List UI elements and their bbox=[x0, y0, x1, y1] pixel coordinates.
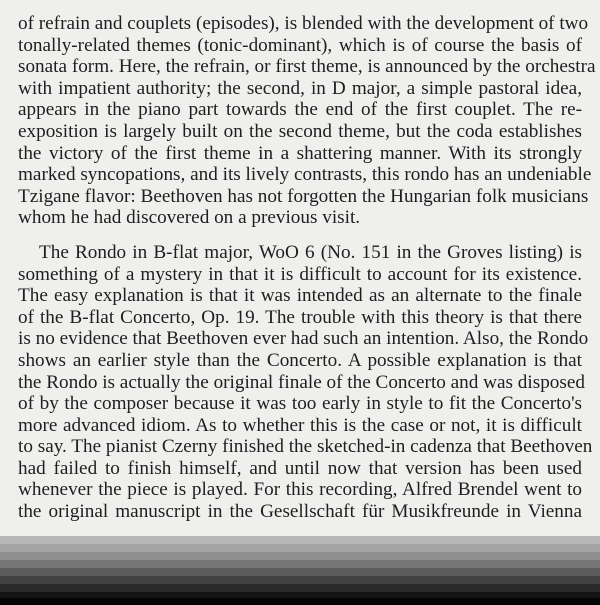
text-line: marked syncopations, and its lively contrasts, this rondo has an undeniable bbox=[18, 164, 592, 186]
paragraph-rondo-form bbox=[18, 13, 596, 229]
text-line: The easy explanation is that it was intended as an alternate to the finale bbox=[18, 285, 582, 307]
text-line: Tzigane flavor: Beethoven has not forgotten the Hungarian folk musicians bbox=[18, 185, 589, 207]
text-line: the original manuscript in the Gesellschaft für Musikfreunde in Vienna bbox=[18, 501, 582, 523]
text-line: with impatient authority; the second, in D major, a simple pastoral idea, bbox=[18, 77, 582, 99]
text-line: of the B-flat Concerto, Op. 19. The trouble with this theory is that there bbox=[18, 306, 582, 328]
text-line: exposition is largely built on the second theme, but the coda establishes bbox=[18, 120, 582, 142]
text-line: the Rondo is actually the original finale of the Concerto and was disposed bbox=[18, 371, 585, 393]
text-line: appears in the piano part towards the end of the first couplet. The re- bbox=[18, 99, 582, 121]
paragraph-rondo-b-flat bbox=[18, 241, 593, 523]
text-line: is no evidence that Beethoven ever had such an intention. Also, the Rondo bbox=[18, 328, 589, 350]
scan-gradient-edge bbox=[0, 536, 600, 605]
text-line: shows an earlier style than the Concerto. A possible explanation is that bbox=[18, 349, 582, 371]
text-line: of by the composer because it was too early in style to fit the Concerto's bbox=[18, 393, 582, 415]
text-line: whom he had discovered on a previous visit. bbox=[18, 207, 361, 229]
text-line: The Rondo in B-flat major, WoO 6 (No. 151 in the Groves listing) is bbox=[39, 241, 582, 263]
text-line: sonata form. Here, the refrain, or first theme, is announced by the orchestra bbox=[18, 56, 596, 78]
text-line: the victory of the first theme in a shattering manner. With its strongly bbox=[18, 142, 582, 164]
text-line: more advanced idiom. As to whether this is the case or not, it is difficult bbox=[18, 414, 582, 436]
text-line: something of a mystery in that it is difficult to account for its existence. bbox=[18, 263, 582, 285]
text-line: tonally-related themes (tonic-dominant), which is of course the basis of bbox=[18, 34, 582, 56]
text-line: of refrain and couplets (episodes), is blended with the development of two bbox=[18, 13, 589, 34]
text-line: to say. The pianist Czerny finished the sketched-in cadenza that Beethoven bbox=[18, 436, 593, 458]
document-page bbox=[18, 13, 596, 523]
text-line: whenever the piece is played. For this recording, Alfred Brendel went to bbox=[18, 479, 582, 501]
text-line: had failed to finish himself, and until now that version has been used bbox=[18, 457, 582, 479]
